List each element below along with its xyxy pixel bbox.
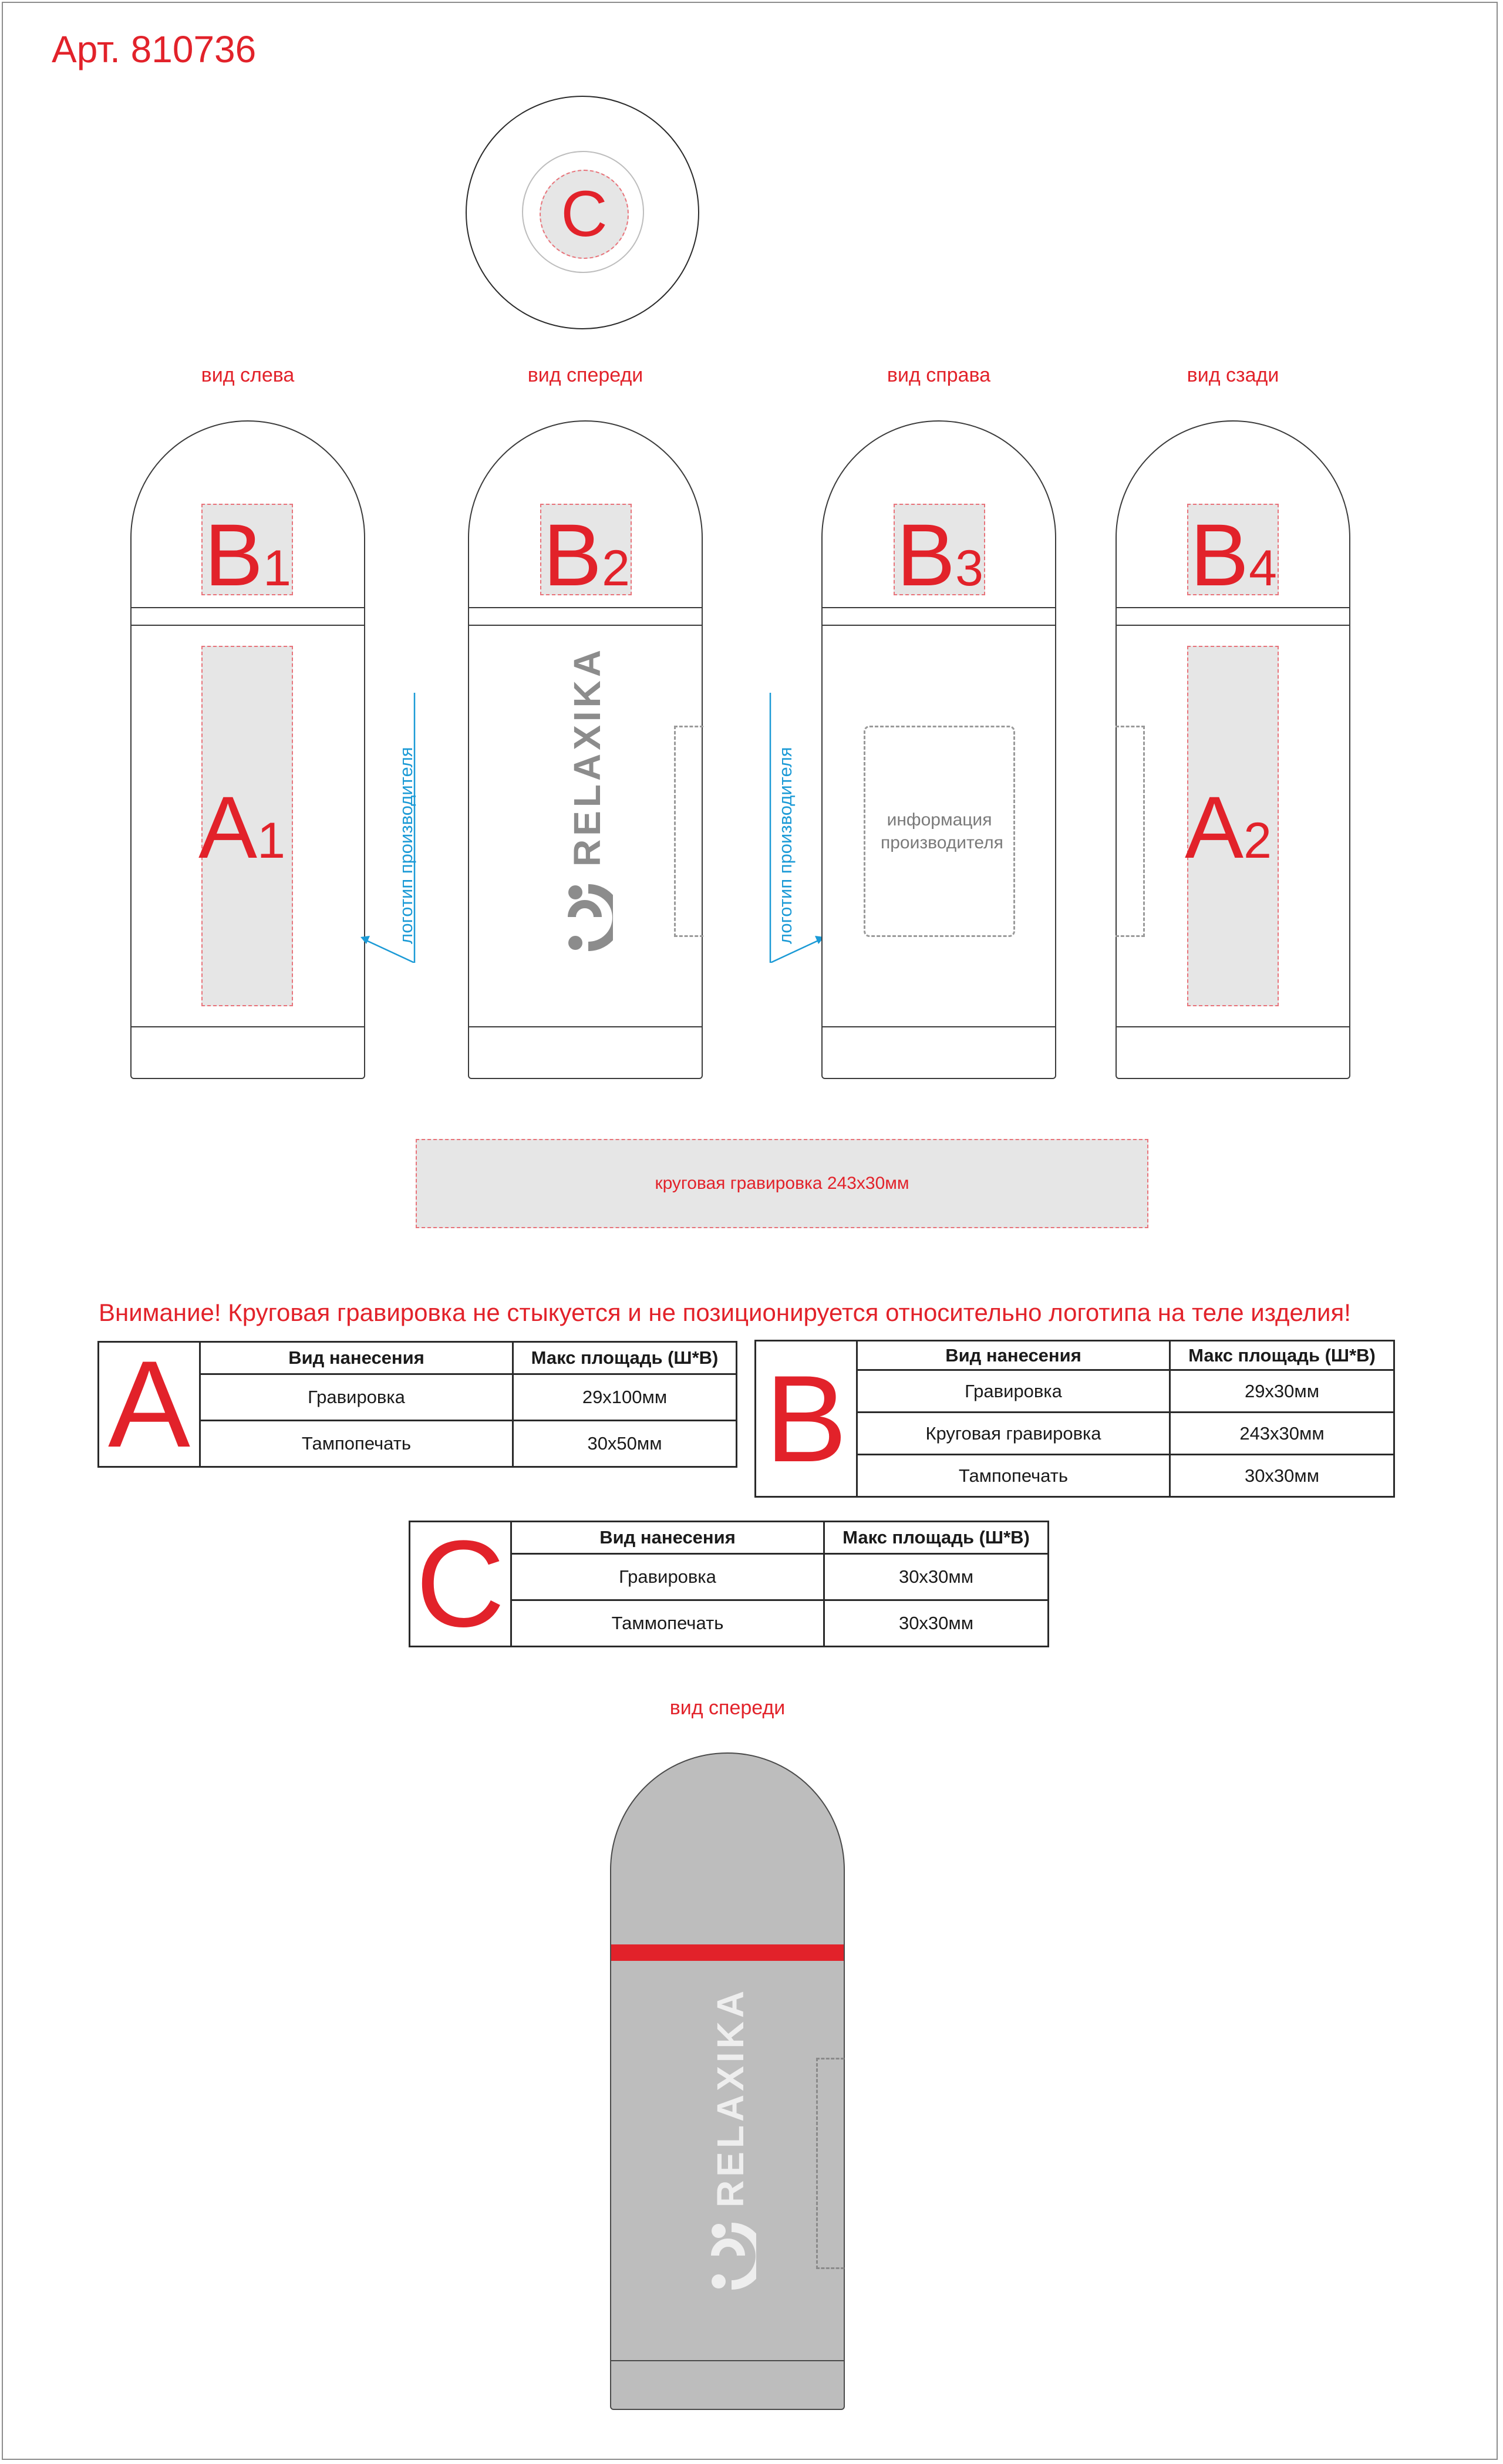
table-cell: 30х30мм (824, 1553, 1049, 1600)
zone-b1-label: B1 (204, 505, 291, 604)
table-header: Вид нанесения (511, 1522, 824, 1554)
table-cell: Гравировка (857, 1370, 1170, 1413)
spec-table-b (754, 1340, 1395, 1498)
table-b-letter: B (756, 1341, 857, 1497)
zone-b4-label: B4 (1190, 505, 1277, 604)
table-cell: Тампопечать (857, 1455, 1170, 1497)
spec-table-a (97, 1335, 737, 1473)
view-label-bottom-front: вид спереди (669, 1697, 786, 1719)
handle-outline (674, 726, 703, 937)
table-cell: 30х50мм (513, 1420, 737, 1467)
zone-a2-label: A2 (1185, 778, 1272, 877)
base-line (821, 1026, 1056, 1027)
cap-line (1116, 625, 1350, 626)
table-header: Вид нанесения (200, 1342, 513, 1374)
red-ring (611, 1944, 844, 1961)
zone-b3-label: B3 (897, 505, 983, 604)
brand-logo-text-mockup: RELAXIKA (709, 1987, 752, 2207)
table-cell: 243х30мм (1170, 1413, 1394, 1455)
table-a-letter: A (99, 1342, 200, 1467)
table-header: Макс площадь (Ш*В) (1170, 1341, 1394, 1370)
handle-outline (1116, 726, 1145, 937)
table-cell: 30х30мм (824, 1600, 1049, 1646)
cap-line (130, 625, 365, 626)
cap-line (821, 607, 1056, 608)
view-label-left: вид слева (201, 364, 295, 386)
table-header: Макс площадь (Ш*В) (513, 1342, 737, 1374)
view-label-front: вид спереди (527, 364, 643, 386)
brand-logo-icon-mockup (703, 2219, 756, 2293)
brand-logo-icon (560, 881, 613, 955)
table-cell: 29х100мм (513, 1374, 737, 1420)
cap-line (130, 607, 365, 608)
cap-line (468, 607, 703, 608)
manufacturer-info-area (864, 726, 1015, 937)
warning-text: Внимание! Круговая гравировка не стыкуется и не позиционируется относительно логотипа на теле изделия! (99, 1299, 1351, 1326)
table-cell: 30х30мм (1170, 1455, 1394, 1497)
table-c-letter: C (410, 1522, 511, 1647)
zone-a1-label: A1 (198, 778, 285, 877)
cap-line (1116, 607, 1350, 608)
base-line (1116, 1026, 1350, 1027)
table-cell: Гравировка (511, 1553, 824, 1600)
article-number: Арт. 810736 (52, 28, 257, 70)
handle-outline-mockup (816, 2058, 844, 2269)
table-cell: Тампопечать (200, 1420, 513, 1467)
manufacturer-logo-label-right: логотип производителя (775, 747, 796, 944)
pointer-arrow-icon (359, 693, 418, 963)
manufacturer-info-text: информация производителя (881, 810, 1003, 852)
circular-engraving-area (416, 1139, 1148, 1228)
manufacturer-logo-label-left: логотип производителя (396, 747, 416, 944)
cap-line (468, 625, 703, 626)
zone-b2-label: B2 (543, 505, 630, 604)
base-line (611, 2360, 844, 2361)
cap-line (821, 625, 1056, 626)
view-label-back: вид сзади (1187, 364, 1279, 386)
table-cell: 29х30мм (1170, 1370, 1394, 1413)
base-line (130, 1026, 365, 1027)
zone-c-area (540, 170, 629, 259)
brand-logo-text: RELAXIKA (566, 646, 608, 867)
table-cell: Таммопечать (511, 1600, 824, 1646)
circular-engraving-label: круговая гравировка 243х30мм (655, 1174, 909, 1193)
base-line (468, 1026, 703, 1027)
table-header: Макс площадь (Ш*В) (824, 1522, 1049, 1554)
table-cell: Гравировка (200, 1374, 513, 1420)
pointer-arrow-icon (767, 693, 825, 963)
table-header: Вид нанесения (857, 1341, 1170, 1370)
table-cell: Круговая гравировка (857, 1413, 1170, 1455)
view-label-right: вид справа (887, 364, 991, 386)
zone-c-label: C (561, 178, 608, 250)
spec-table-c (409, 1515, 1049, 1653)
